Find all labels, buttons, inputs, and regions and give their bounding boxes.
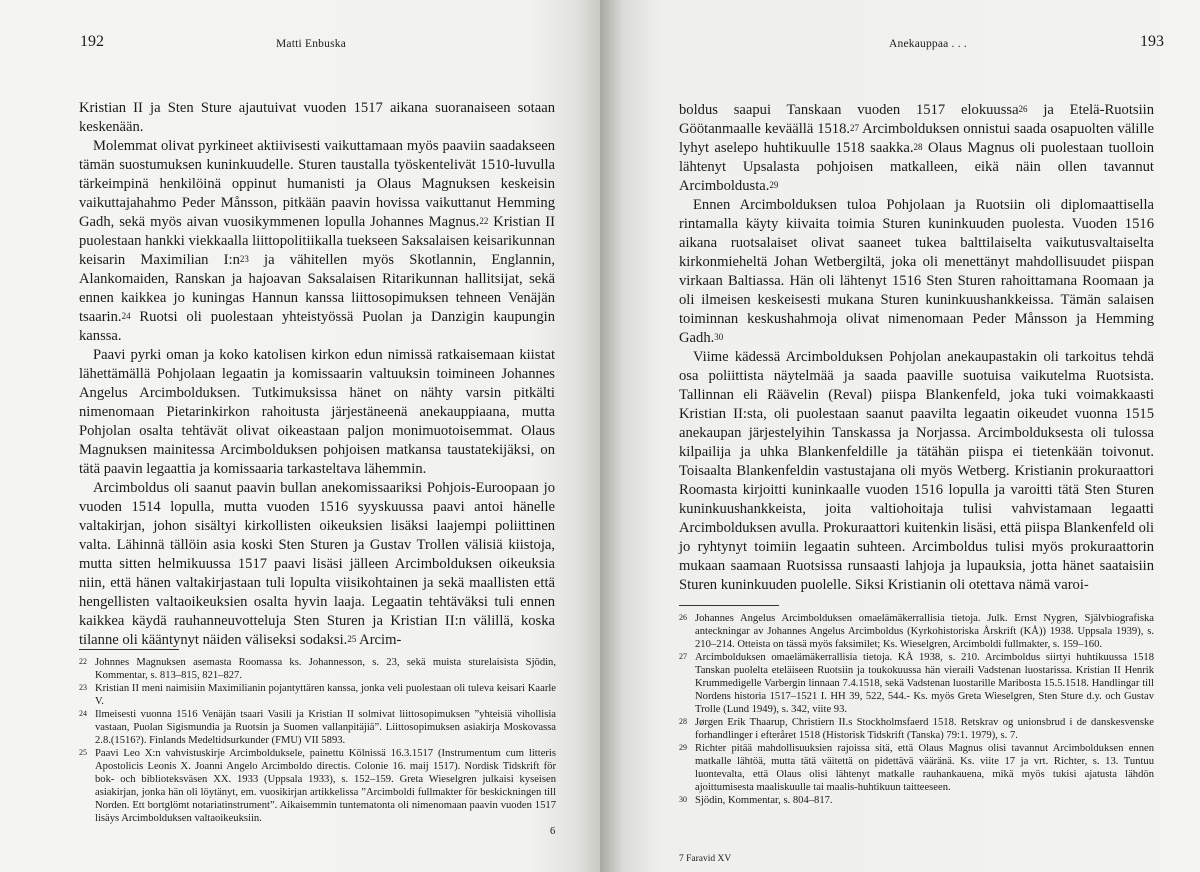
paragraph bbox=[79, 137, 555, 346]
footnote-ref[interactable]: 23 bbox=[239, 254, 249, 264]
footnote-ref[interactable]: 24 bbox=[121, 311, 131, 321]
signature-mark: 7 Faravid XV bbox=[679, 854, 732, 864]
footnote-number: 25 bbox=[79, 748, 87, 757]
running-head: Anekauppaa . . . bbox=[889, 38, 967, 50]
footnote bbox=[679, 794, 1154, 807]
footnote-number: 28 bbox=[679, 717, 687, 726]
paragraph bbox=[79, 346, 555, 479]
running-head: Matti Enbuska bbox=[276, 38, 346, 50]
paragraph bbox=[679, 348, 1154, 595]
footnote-number: 27 bbox=[679, 652, 687, 661]
footnote-text: Paavi Leo X:n vahvistuskirje Arcimbolduksele, painettu Kölnissä 16.3.1517 (Instrumentum cum litteris Apostolicis Leonis X. Joanni Angelo Arcimboldo directis. Colonie 16. maij 1517). Nordisk Tidskrift för bok- och biblioteksväsen XX. 1933 (Uppsala 1933), s. 152–159. Greta Wieselgren julkaisi kyseisen asiakirjan, jonka hän oli löytänyt, em. vuosikirjan artikkelissa ”Arcimboldi fullmakter för beskickningen till Norden. Ett bortglömt notariatinstrument”. Aikaisemmin tuntematonta oli nimenomaan paavin vuoden 1517 lisäys Arcimbolduksen valtaoikeuksiin. bbox=[95, 748, 556, 824]
footnote-text: Ilmeisesti vuonna 1516 Venäjän tsaari Vasili ja Kristian II solmivat liittosopimuksen ”yhteisiä vihollisia vastaan, Puolan Sigismundia ja Ruotsin ja Suomen vallanpitäjiä”. Liittosopimuksen asiakirja Moskovassa 2.8.(1516?). Finlands Medeltidsurkunder (FMU) VII 5893. bbox=[95, 709, 556, 746]
footnote-number: 26 bbox=[679, 613, 687, 622]
footnote bbox=[679, 612, 1154, 651]
footnote-text: Kristian II meni naimisiin Maximilianin pojantyttären kanssa, jonka veli puolestaan oli tuleva keisari Kaarle V. bbox=[95, 683, 556, 707]
footnote-text: Johannes Angelus Arcimbolduksen omaelämäkerrallisia tietoja. Julk. Ernst Nygren, Självbiografiska anteckningar av Johannes Angelus Arcimboldus (Kyrkohistoriska Årskrift (KÅ)) 1938. Uppsala 1939), s. 210–214. Otteista on tässä myös faksimilet; Ks. Wieselgren, Arcimboldi fullmakter, s. 159–160. bbox=[695, 613, 1154, 650]
footnote-text: Johnnes Magnuksen asemasta Roomassa ks. Johannesson, s. 23, sekä muista sturelaisista Sjödin, Kommentar, s. 813–815, 821–827. bbox=[95, 657, 556, 681]
page-number: 193 bbox=[1140, 33, 1164, 50]
text-run: Kristian II ja Sten Sture ajautuivat vuoden 1517 aikana suoranaiseen sotaan keskenään. bbox=[79, 100, 555, 135]
footnote-text: Jørgen Erik Thaarup, Christiern II.s Stockholmsfaerd 1518. Retskrav og unionsbrud i de danskesvenske forhandlinger i efteråret 1518 (Historisk Tidskrift (Tanska) 79:1. 1979), s. 7. bbox=[695, 717, 1154, 741]
footnote-number: 29 bbox=[679, 743, 687, 752]
text-run: Arcim- bbox=[356, 632, 402, 648]
text-run: ja vähitellen myös Skotlannin, Englannin, Alankomaiden, Ranskan ja hajoavan Saksalaisen Ritarikunnan hallitsijat, sekä ennen kaikkea jo kuningas Hannun kanssa liittosopimuksen tehneen Venäjän tsaarin. bbox=[79, 252, 555, 325]
footnote-ref[interactable]: 27 bbox=[850, 123, 860, 133]
footnote-rule bbox=[79, 649, 179, 650]
footnote bbox=[679, 651, 1154, 716]
footnotes bbox=[79, 656, 556, 825]
text-run: Arcimbolduksen onnistui saada osapuolten välille lyhyt aselepo huhtikuulle 1518 saakka. bbox=[679, 121, 1154, 156]
right-page bbox=[600, 0, 1200, 872]
footnote bbox=[79, 682, 556, 708]
text-run: Kristian II puolestaan hankki viekkaalla liittopolitiikalla tuekseen Saksalaisen keisarikunnan keisarin Maximilian I:n bbox=[79, 214, 555, 268]
text-run: Molemmat olivat pyrkineet aktiivisesti vaikuttamaan myös paaviin saadakseen tämän suostumuksen kuninkuudelle. Sturen taustalla työskentelivät 1510-luvulla tärkeimpinä henkilöinä oppinut humanisti ja Olaus Magnuksen keskeisin vaikuttajahahmo Peder Månsson, pitkään paavin hovissa vaikuttanut Hemming Gadh, sekä myös aivan vuosikymmenen lopulla Johannes Magnus. bbox=[79, 138, 555, 230]
footnote-ref[interactable]: 29 bbox=[769, 180, 779, 190]
text-run: Paavi pyrki oman ja koko katolisen kirkon edun nimissä ratkaisemaan kiistat lähettämällä Pohjolaan legaatin ja komissaarin valtuuksin toimineen Johannes Angelus Arcimbolduksen. Tutkimuksissa hänet on nähty varsin pitkälti nimenomaan Pietarinkirkon rahoitusta järjestäneenä anekauppiaana, mutta Pohjolan osalta tehtävät olivat oikeastaan paljon monimuotoisemmat. Olaus Magnuksen mainitessa Arcimbolduksen pohjoisen matkansa taustatekijäksi, on tätä paavin legaattia ja komissaaria tarkasteltava lähemmin. bbox=[79, 347, 555, 477]
footnote-rule bbox=[679, 605, 779, 606]
text-run: Olaus Magnus oli puolestaan tuolloin lähtenyt Upsalasta pohjoisen matkalleen, eikä näin ollen tavannut Arcimboldusta. bbox=[679, 140, 1154, 194]
page-number: 192 bbox=[80, 33, 104, 50]
footnote-number: 30 bbox=[679, 795, 687, 804]
text-run: Ennen Arcimbolduksen tuloa Pohjolaan ja Ruotsiin oli diplomaattisella rintamalla käyty kiivaita toimia Sturen kuninkuuden puolesta. Vuoden 1516 aikana ruotsalaiset olivat saaneet tukea balttilaiselta vaikutusvaltaiselta kirkonmieheltä Johan Wetbergiltä, joka oli menettänyt mahdollisuudet piispan virkaan Baltiassa. Hän oli lähtenyt 1516 Sten Sturen rahoittamana Roomaan ja oli ilmeisen keskeisesti mukana Sturen kuninkuushankkeissa. Tämän salaisen toiminnan keskushahmoja olivat nimenomaan Peder Månsson ja Hemming Gadh. bbox=[679, 197, 1154, 346]
footnote bbox=[679, 742, 1154, 794]
footnote-number: 24 bbox=[79, 709, 87, 718]
footnote-ref[interactable]: 30 bbox=[714, 332, 724, 342]
footnote-text: Richter pitää mahdollisuuksien rajoissa sitä, että Olaus Magnus olisi tavannut Arcimbolduksen ennen matkalle lähtöä, mutta tätä väitettä on pidettävä vääränä. Ks. viite 17 ja vrt. Richter, s. 13. Tuntuu luontevalta, että Olaus olisi lähtenyt matkalle rauhankauena, mikä myös tukisi ajatusta lähdön ajoittumisesta maaliskuulle tai maalis-huhtikuun taitteeseen. bbox=[695, 743, 1154, 793]
text-run: ja Etelä-Ruotsiin Göötanmaalle keväällä 1518. bbox=[679, 102, 1154, 137]
footnote bbox=[679, 716, 1154, 742]
text-run: Viime kädessä Arcimbolduksen Pohjolan anekaupastakin oli tarkoitus tehdä osa poliittista näytelmää ja saada paaville suotuisa vaikutelma Ruotsista. Tallinnan eli Räävelin (Reval) piispa Blankenfeld, joka tuki voimakkaasti Kristian II:sta, oli puolestaan saanut paavilta legaatin oikeudet vuonna 1515 anekaupan järjestelyihin Tanskassa ja Norjassa. Arcimbolduksesta oli tulossa kilpailija ja uhka Blankenfeldille ja tätähän piispa ei tietenkään toivonut. Toisaalta Blankenfeldin vastustajana oli myös Wetberg. Kristianin prokuraattori Roomasta kirjoitti kuninkaalle vuoden 1516 lopulla ja varoitti tätä Sten Sturen kuninkuushankkeista, joita valtiohoitaja tulisi vahvistamaan legaatti Arcimbolduksen avulla. Prokuraattori kuitenkin lisäsi, että piispa Blankenfeld oli jo ryhtynyt toimiin legaatin suhteen. Arcimboldus tulisi myös prokuraattorin mukaan saamaan Ruotsissa runsaasti lahjoja ja lupauksia, jotta hänet saataisiin Sturen kuninkuuden puolelle. Siksi Kristianin oli otettava nämä varoi- bbox=[679, 349, 1154, 593]
signature-mark: 6 bbox=[550, 826, 556, 837]
footnote-ref[interactable]: 26 bbox=[1018, 104, 1028, 114]
footnote-number: 22 bbox=[79, 657, 87, 666]
body-text bbox=[79, 99, 555, 650]
paragraph bbox=[79, 99, 555, 137]
footnote bbox=[79, 708, 556, 747]
footnote-text: Sjödin, Kommentar, s. 804–817. bbox=[695, 795, 833, 806]
footnote-number: 23 bbox=[79, 683, 87, 692]
footnote bbox=[79, 656, 556, 682]
paragraph bbox=[679, 196, 1154, 348]
footnote-text: Arcimbolduksen omaelämäkerrallisia tietoja. KÅ 1938, s. 210. Arcimboldus siirtyi huhtikuussa 1518 Tanskan puolelta eteläiseen Ruotsiin ja toukokuussa hän vieraili Vadstenan luostarissa. Kristian II Henrik Krummedigelle Varbergin linnaan 7.4.1518, sekä Vadstenan luostarille Maribosta 15.5.1518. Handlingar till Nordens historia 1517–1521 I. HH 39, 522, 544.- Ks. myös Greta Wieselgren, Sten Sture d.y. och Gustav Trolle (Lund 1949), s. 342, viite 93. bbox=[695, 652, 1154, 715]
footnote-ref[interactable]: 28 bbox=[913, 142, 923, 152]
footnote-ref[interactable]: 25 bbox=[347, 634, 357, 644]
footnote bbox=[79, 747, 556, 825]
body-text bbox=[679, 101, 1154, 595]
footnotes bbox=[679, 612, 1154, 807]
text-run: Arcimboldus oli saanut paavin bullan anekomissaariksi Pohjois-Euroopaan jo vuoden 1514 lopulla, mutta vuoden 1516 syyskuussa paavi antoi hänelle valtakirjan, johon sisältyi kirkollisten oikeuksien lisäksi laajempi poliittinen valta. Lähinnä tällöin asia koski Sten Sturen ja Gustav Trollen välisiä kiistoja, mutta sitten helmikuussa 1517 paavi lisäsi jälleen Arcimbolduksen oikeuksia niin, että hänen valtakirjastaan tuli lopulta viisikohtainen ja sekä maallisten että hengellisten valtaoikeuksien osalta hyvin laaja. Legaatin tehtäväksi tuli ennen kaikkea käydä rauhanneuvotteluja Sten Sturen ja Kristian II:n välillä, koska tilanne oli kääntynyt näiden väliseksi sodaksi. bbox=[79, 480, 555, 648]
text-run: Ruotsi oli puolestaan yhteistyössä Puolan ja Danzigin kaupungin kanssa. bbox=[79, 309, 555, 344]
footnote-ref[interactable]: 22 bbox=[479, 216, 489, 226]
text-run: boldus saapui Tanskaan vuoden 1517 elokuussa bbox=[679, 102, 1019, 118]
paragraph bbox=[79, 479, 555, 650]
paragraph bbox=[679, 101, 1154, 196]
